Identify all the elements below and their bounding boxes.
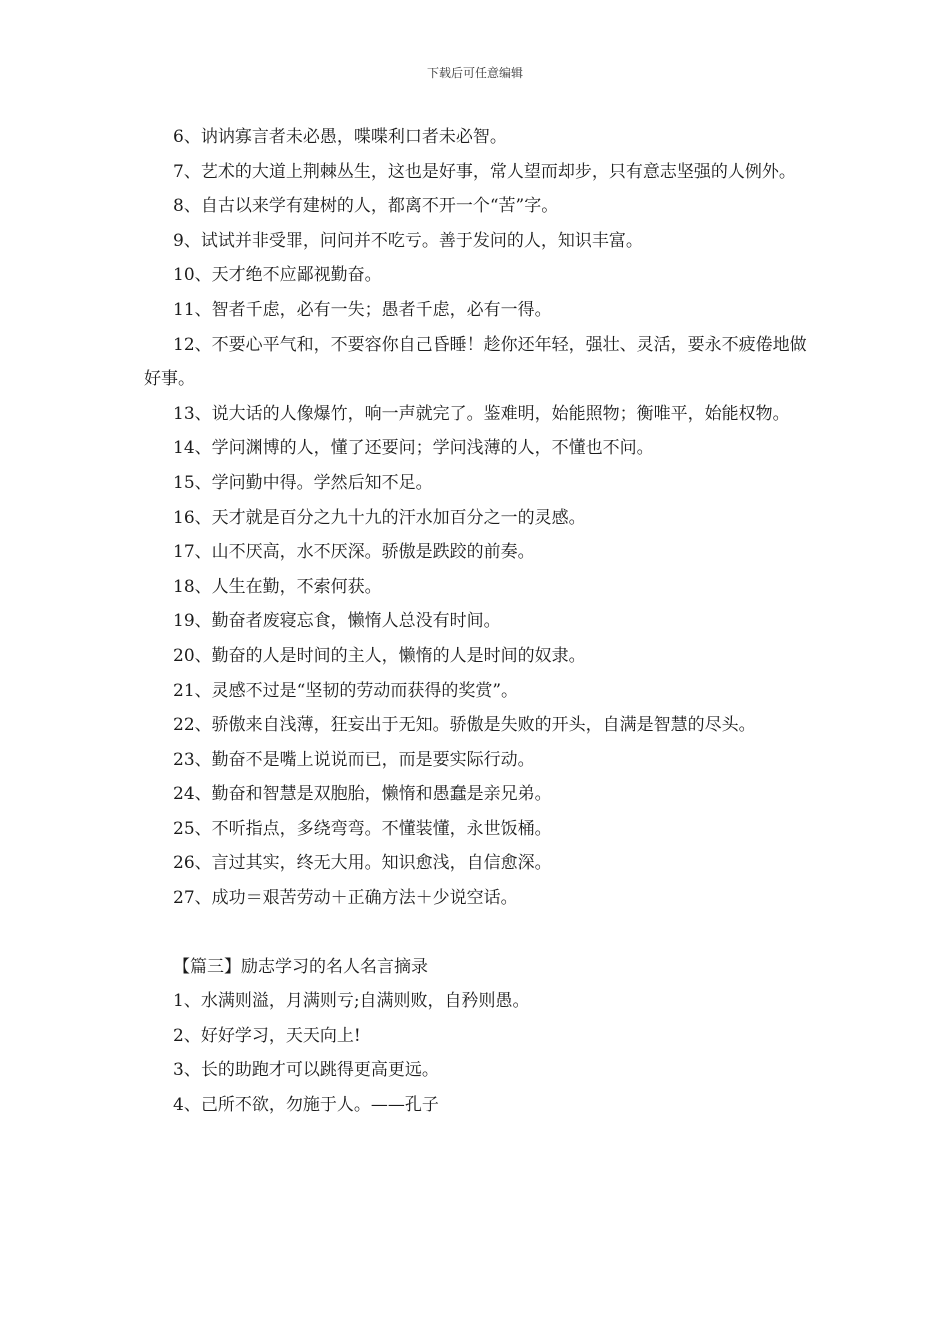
- quote-item: 25、不听指点，多绕弯弯。不懂装懂，永世饭桶。: [173, 818, 552, 839]
- quote-item: 10、天才绝不应鄙视勤奋。: [173, 265, 382, 286]
- quote-item: 19、勤奋者废寝忘食，懒惰人总没有时间。: [173, 611, 501, 632]
- quote-item: 6、讷讷寡言者未必愚，喋喋利口者未必智。: [173, 127, 507, 147]
- quote-item: 9、试试并非受罪，问问并不吃亏。善于发问的人，知识丰富。: [173, 230, 643, 251]
- quote-item: 3、长的助跑才可以跳得更高更远。: [173, 1060, 439, 1081]
- quote-item: 17、山不厌高，水不厌深。骄傲是跌跤的前奏。: [173, 542, 535, 563]
- quote-item: 27、成功＝艰苦劳动＋正确方法＋少说空话。: [173, 888, 518, 909]
- quote-item: 18、人生在勤，不索何获。: [173, 576, 382, 597]
- quote-item: 16、天才就是百分之九十九的汗水加百分之一的灵感。: [173, 507, 586, 528]
- quote-item: 11、智者千虑，必有一失；愚者千虑，必有一得。: [173, 299, 552, 320]
- quote-item: 26、言过其实，终无大用。知识愈浅，自信愈深。: [173, 853, 552, 874]
- quote-item: 20、勤奋的人是时间的主人，懒惰的人是时间的奴隶。: [173, 645, 586, 666]
- page-header-note: 下载后可任意编辑: [426, 66, 523, 80]
- quote-item: 7、艺术的大道上荆棘丛生，这也是好事，常人望而却步，只有意志坚强的人例外。: [173, 161, 796, 182]
- section-title: 【篇三】励志学习的名人名言摘录: [173, 956, 428, 977]
- quote-item: 24、勤奋和智慧是双胞胎，懒惰和愚蠢是亲兄弟。: [173, 784, 552, 805]
- quote-item: 15、学问勤中得。学然后知不足。: [173, 472, 433, 493]
- quote-item: 12、不要心平气和，不要容你自己昏睡！趁你还年轻，强壮、灵活，要永不疲倦地做好事。: [144, 334, 807, 390]
- quote-item: 23、勤奋不是嘴上说说而已，而是要实际行动。: [173, 749, 535, 770]
- quote-item: 22、骄傲来自浅薄，狂妄出于无知。骄傲是失败的开头，自满是智慧的尽头。: [173, 715, 756, 736]
- quote-item: 14、学问渊博的人，懂了还要问；学问浅薄的人，不懂也不问。: [173, 438, 654, 459]
- quote-item: 21、灵感不过是“坚韧的劳动而获得的奖赏”。: [173, 680, 519, 701]
- quote-item: 1、水满则溢，月满则亏;自满则败，自矜则愚。: [173, 991, 530, 1012]
- section-spacer: [144, 916, 814, 950]
- quote-item: 13、说大话的人像爆竹，响一声就完了。鉴难明，始能照物；衡唯平，始能权物。: [173, 403, 790, 424]
- document-body: [144, 120, 814, 1123]
- quote-item: 2、好好学习，天天向上!: [173, 1025, 361, 1046]
- quote-item: 8、自古以来学有建树的人，都离不开一个“苦”字。: [173, 196, 559, 217]
- quote-item: 4、己所不欲，勿施于人。——孔子: [173, 1095, 439, 1116]
